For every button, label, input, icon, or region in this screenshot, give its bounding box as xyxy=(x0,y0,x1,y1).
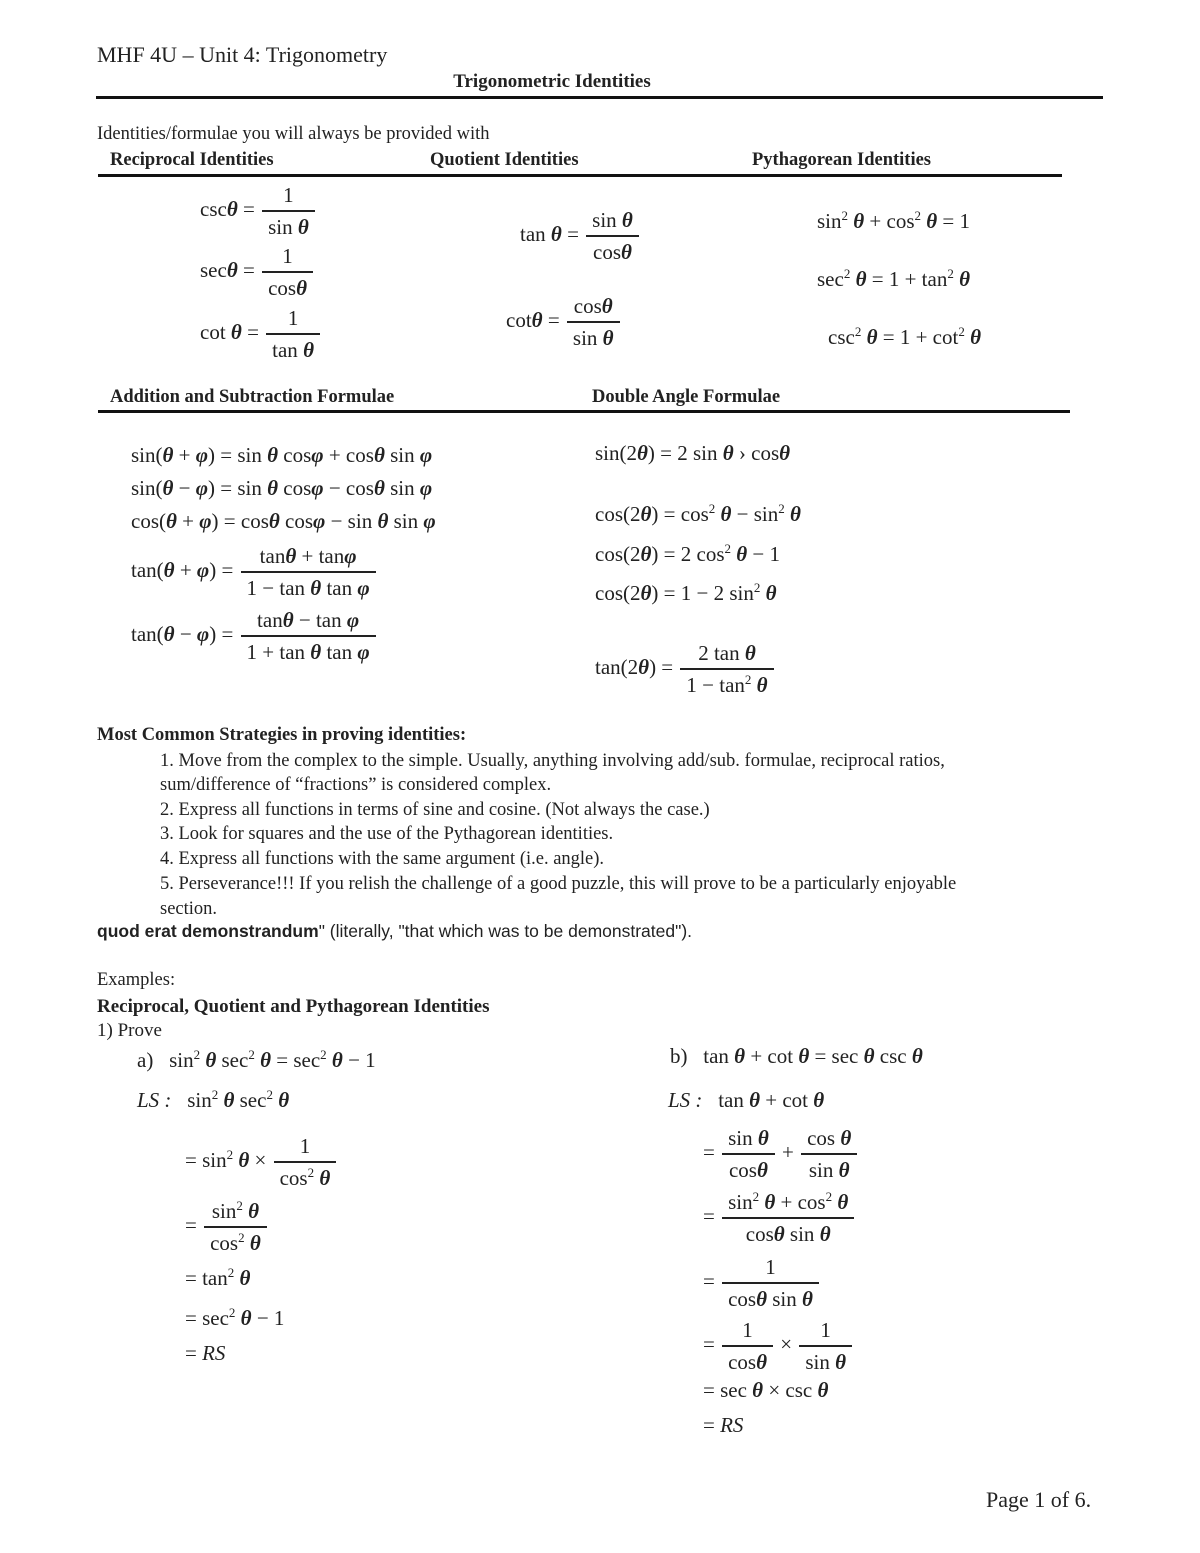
example-b-step-2: = $\frac{\sin^2 \theta + \cos^2 \theta}{\text{cosθ sin θ}}$ xyxy=(703,1189,856,1247)
formula-tan-diff: tan(θ − φ) = $\frac{\text{tanθ − tan φ}}{\text{1 + tan θ tan φ}}$ xyxy=(131,607,378,665)
pythagorean-heading: Pythagorean Identities xyxy=(752,150,932,170)
formula-pyth-1: $\sin^2 \theta + \cos^2 \theta = 1$ xyxy=(817,208,971,233)
examples-label: Examples: xyxy=(97,970,176,990)
ls-label: LS : xyxy=(668,1088,703,1112)
section-divider-1 xyxy=(98,174,1062,177)
strategy-line: 3. Look for squares and the use of the Pythagorean identities. xyxy=(160,824,614,844)
formula-tan-quotient: tan θ = $\frac{\text{sin θ}}{\cos\theta}$ xyxy=(520,207,641,265)
qed-bold: quod erat demonstrandum xyxy=(97,921,319,941)
formula-cos-double-2: cos(2θ) = 2 $\cos^2 \theta - 1$ xyxy=(595,541,780,566)
formula-sec: secθ = $\frac{1}{\cos\theta}$ xyxy=(200,243,315,301)
intro-text: Identities/formulae you will always be provided with xyxy=(97,124,490,144)
example-b-step-3: = $\frac{1}{\text{cosθ sin θ}}$ xyxy=(703,1254,821,1312)
reciprocal-heading: Reciprocal Identities xyxy=(110,150,274,170)
strategy-line: 2. Express all functions in terms of sine and cosine. (Not always the case.) xyxy=(160,800,710,820)
page-title: Trigonometric Identities xyxy=(453,71,651,92)
example-a-step-4: = $\sec^2 \theta - 1$ xyxy=(185,1305,285,1330)
example-a-step-1: = $\sin^2 \theta$ × $\frac{1}{\cos^2 \theta}$ xyxy=(185,1133,338,1191)
example-a-rs: = RS xyxy=(185,1341,226,1365)
formula-sin-double: sin(2θ) = 2 sin θ › cosθ xyxy=(595,441,791,465)
section-divider-2 xyxy=(98,410,1070,413)
qed-note xyxy=(97,921,692,942)
strategy-line: 4. Express all functions with the same argument (i.e. angle). xyxy=(160,849,605,869)
double-heading: Double Angle Formulae xyxy=(592,387,781,407)
example-a-step-2: = $\frac{\sin^2 \theta}{\cos^2 \theta}$ xyxy=(185,1198,269,1256)
example-a-step-3: = $\tan^2 \theta$ xyxy=(185,1265,251,1290)
formula-csc: cscθ = $\frac{1}{\text{sin θ}}$ xyxy=(200,182,317,240)
strategy-line: 1. Move from the complex to the simple. Usually, anything involving add/sub. formulae, reciprocal ratios, xyxy=(160,751,945,771)
header-divider xyxy=(96,96,1103,99)
prove-label: 1) Prove xyxy=(97,1020,162,1041)
rs-label: RS xyxy=(720,1413,744,1437)
strategy-line: sum/difference of “fractions” is considered complex. xyxy=(160,775,552,795)
qed-rest: " (literally, "that which was to be demonstrated"). xyxy=(318,921,693,941)
course-title: MHF 4U – Unit 4: Trigonometry xyxy=(97,42,388,67)
example-b-label: b) xyxy=(670,1044,688,1068)
formula-cot: cot θ = $\frac{1}{\text{tan θ}}$ xyxy=(200,305,322,363)
strategy-line: section. xyxy=(160,899,218,919)
formula-sin-diff: sin(θ − φ) = sin θ cosφ − cosθ sin φ xyxy=(131,476,433,500)
examples-heading: Reciprocal, Quotient and Pythagorean Identities xyxy=(97,996,490,1017)
example-b-step-4: = $\frac{1}{\cos\theta}$ × $\frac{1}{\text{sin θ}}$ xyxy=(703,1317,854,1375)
formula-cot-quotient: cotθ = $\frac{\cos\theta}{\text{sin θ}}$ xyxy=(506,293,622,351)
example-b-step-1: = $\frac{\text{sin θ}}{\cos\theta}$ + $\frac{\text{cos θ}}{\text{sin θ}}$ xyxy=(703,1125,859,1183)
strategy-line: 5. Perseverance!!! If you relish the challenge of a good puzzle, this will prove to be a particularly enjoyable xyxy=(160,874,957,894)
formula-cos-double-1: $\cos(2\theta) = \cos^2 \theta - \sin^2 \theta$ xyxy=(595,501,801,526)
formula-pyth-3: $\csc^2 \theta = 1 + \cot^2 \theta$ xyxy=(828,324,981,349)
strategies-heading: Most Common Strategies in proving identities: xyxy=(97,725,467,745)
example-b-step-5: = sec θ × csc θ xyxy=(703,1378,829,1402)
example-a-label: a) xyxy=(137,1048,154,1072)
example-b-ls: LS : tan θ + cot θ xyxy=(668,1088,825,1112)
example-a-statement: a) $\sin^2 \theta$ $\sec^2 \theta = \sec^2 \theta - 1$ xyxy=(137,1047,376,1072)
addsub-heading: Addition and Subtraction Formulae xyxy=(110,387,395,407)
formula-sin-sum: sin(θ + φ) = sin θ cosφ + cosθ sin φ xyxy=(131,443,433,467)
formula-cos-sum: cos(θ + φ) = cosθ cosφ − sin θ sin φ xyxy=(131,509,436,533)
formula-pyth-2: $\sec^2 \theta = 1 + \tan^2 \theta$ xyxy=(817,266,970,291)
formula-tan-double: tan(2θ) = $\frac{\text{2 tan θ}}{1 - \tan^2 \theta}$ xyxy=(595,640,776,698)
quotient-heading: Quotient Identities xyxy=(430,150,579,170)
example-b-statement: b) tan θ + cot θ = sec θ csc θ xyxy=(670,1044,923,1068)
example-b-rs: = RS xyxy=(703,1413,744,1437)
ls-label: LS : xyxy=(137,1088,172,1112)
formula-cos-double-3: cos(2θ) = 1 − 2 $\sin^2 \theta$ xyxy=(595,580,777,605)
rs-label: RS xyxy=(202,1341,226,1365)
formula-tan-sum: tan(θ + φ) = $\frac{\tan\theta + \tan\varphi}{\text{1 − tan θ tan φ}}$ xyxy=(131,543,378,601)
example-a-ls: LS : $\sin^2 \theta$ $\sec^2 \theta$ xyxy=(137,1087,290,1112)
page-number: Page 1 of 6. xyxy=(986,1487,1092,1512)
